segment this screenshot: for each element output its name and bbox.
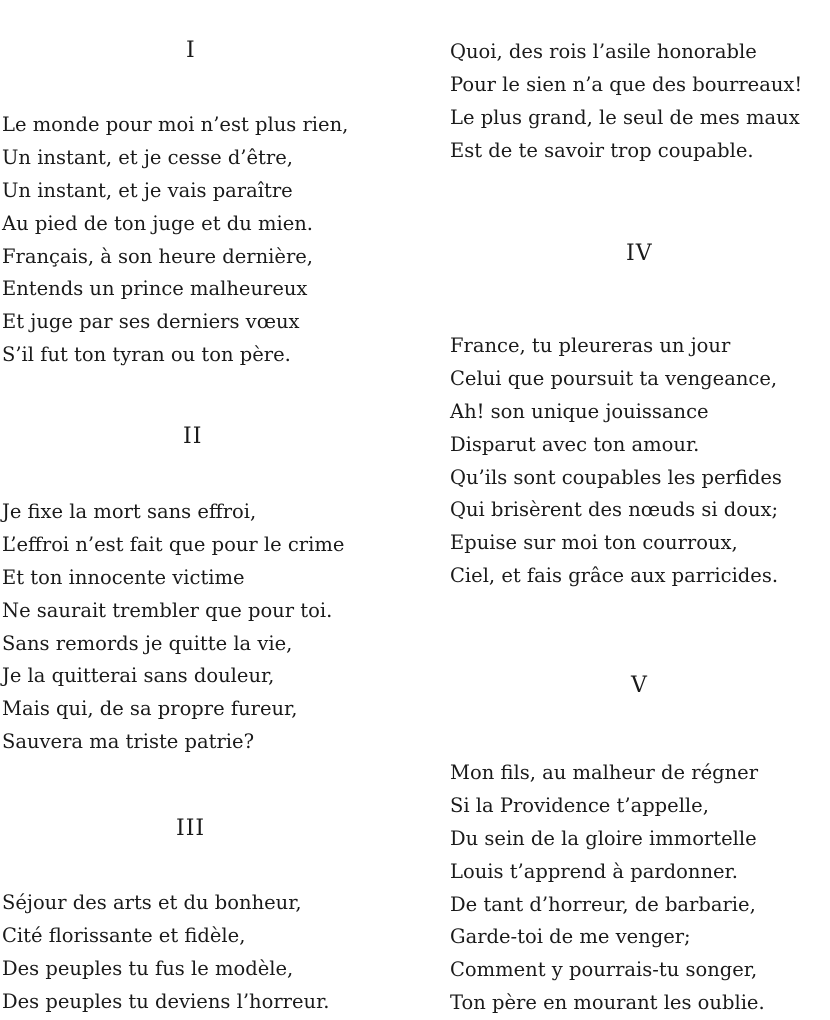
verse-line: Français, à son heure dernière, [2, 244, 314, 268]
verse-line: Le monde pour moi n’est plus rien, [2, 113, 349, 136]
stanza-3 [2, 887, 402, 1019]
verse-line: Qu’ils sont coupables les perfides [450, 465, 782, 489]
verse-line: Garde-toi de me venger; [450, 925, 691, 949]
verse-line: Est de te savoir trop coupable. [450, 138, 754, 162]
stanza-numeral: II [183, 424, 203, 449]
stanza-numeral: III [176, 816, 206, 841]
verse-line: L’effroi n’est fait que pour le crime [2, 532, 345, 556]
verse-line: Disparut avec ton amour. [450, 432, 700, 456]
verse-line: Ciel, et fais grâce aux parricides. [450, 564, 779, 588]
verse-line: Du sein de la gloire immortelle [450, 826, 757, 850]
stanza-1 [2, 109, 402, 372]
verse-line: Ton père en mourant les oublie. [450, 991, 765, 1015]
verse-line: De tant d’horreur, de barbarie, [450, 892, 756, 916]
stanza-numeral: V [631, 673, 648, 698]
verse-line: Celui que poursuit ta vengeance, [450, 366, 778, 390]
stanza-numeral: I [186, 38, 196, 63]
verse-line: Un instant, et je cesse d’être, [2, 145, 293, 169]
verse-line: Sans remords je quitte la vie, [2, 631, 293, 655]
verse-line: Séjour des arts et du bonheur, [2, 891, 302, 914]
verse-line: Comment y pourrais-tu songer, [450, 958, 758, 982]
verse-line: Cité florissante et fidèle, [2, 923, 246, 947]
verse-line: Qui brisèrent des nœuds si doux; [450, 498, 779, 522]
stanza-numeral: IV [626, 241, 653, 266]
verse-line: Et ton innocente victime [2, 565, 245, 589]
verse-line: Le plus grand, le seul de mes maux [450, 105, 800, 129]
stanza-2 [2, 496, 402, 759]
verse-line: Mon fils, au malheur de régner [450, 761, 759, 784]
verse-line: Si la Providence t’appelle, [450, 793, 709, 817]
stanza-3-continued [450, 36, 830, 168]
verse-line: Mais qui, de sa propre fureur, [2, 697, 298, 721]
verse-line: Au pied de ton juge et du mien. [2, 211, 314, 235]
stanza-5 [450, 757, 830, 1020]
stanza-4 [450, 330, 830, 593]
verse-line: S’il fut ton tyran ou ton père. [2, 343, 291, 367]
verse-line: Et juge par ses derniers vœux [2, 310, 300, 334]
verse-line: Je la quitterai sans douleur, [2, 664, 275, 688]
verse-line: Entends un prince malheureux [2, 277, 308, 301]
verse-line: Je fixe la mort sans effroi, [2, 500, 257, 523]
verse-line: Un instant, et je vais paraître [2, 178, 293, 202]
verse-line: Ah! son unique jouissance [450, 399, 709, 423]
verse-line: Pour le sien n’a que des bourreaux! [450, 72, 803, 96]
verse-line: Ne saurait trembler que pour toi. [2, 598, 333, 622]
verse-line: Louis t’apprend à pardonner. [450, 859, 738, 883]
verse-line: Quoi, des rois l’asile honorable [450, 40, 757, 63]
verse-line: Des peuples tu deviens l’horreur. [2, 989, 330, 1013]
verse-line: Des peuples tu fus le modèle, [2, 956, 294, 980]
verse-line: France, tu pleureras un jour [450, 334, 731, 357]
verse-line: Epuise sur moi ton courroux, [450, 531, 738, 555]
verse-line: Sauvera ma triste patrie? [2, 730, 255, 754]
